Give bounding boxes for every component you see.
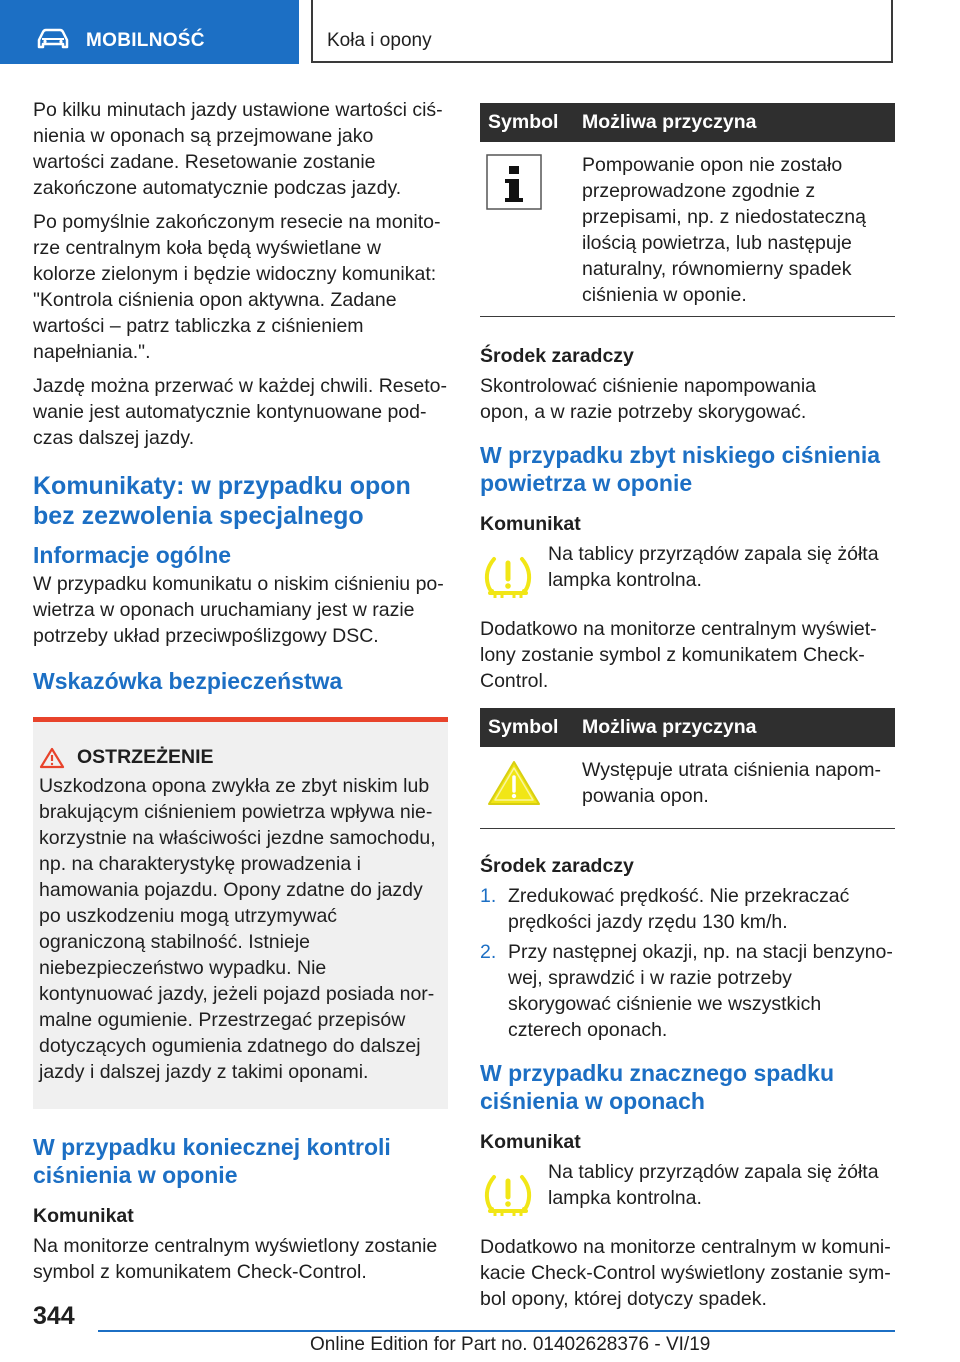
- message-row: [480, 1159, 895, 1224]
- footer-divider: [98, 1330, 895, 1332]
- label-heading: Środek zaradczy: [480, 345, 634, 367]
- subsection-heading: Wskazówka bezpieczeństwa: [33, 668, 343, 694]
- table-cell-cause: Pompowanie opon nie zostało przeprowadzone zgodnie z przepisami, np. z niedostateczną ilością powietrza, lub następuje naturalny, równomierny spadek ciśnienia w oponie.: [574, 142, 895, 317]
- paragraph: W przypadku komunikatu o niskim ciśnieniu powietrza w oponach uruchamiany jest w razie potrzeby układ przeciwpoślizgowy DSC.: [33, 573, 444, 647]
- steps-list: [480, 883, 895, 1043]
- subsection-heading: W przypadku koniecznej kontroli ciśnienia w oponie: [33, 1134, 391, 1188]
- warning-triangle-icon: [39, 747, 65, 769]
- warning-triangle-icon: [486, 759, 542, 807]
- message-text: Na tablicy przyrządów zapala się żółta lampka kontrolna.: [548, 1161, 879, 1209]
- right-column: [480, 103, 895, 1320]
- symbol-table: [480, 103, 895, 317]
- car-icon: [36, 28, 70, 50]
- warning-text: Uszkodzona opona zwykła ze zbyt niskim lub brakującym ciśnieniem powietrza wpływa niekorzystnie na właściwości jezdne samochodu, np. na charakterystykę prowadzenia i hamowania pojazdu. Opony zdatne do jazdy po uszkodzeniu mogą utrzymywać ograniczoną stabilność. Istnieje niebezpieczeństwo wypadku. Nie kontynuować jazdy, jeżeli pojazd posiada normalne ogumienie. Przestrzegać przepisów dotyczących ogumienia zdatnego do dalszej jazdy i dalszej jazdy z takimi oponami.: [39, 775, 436, 1083]
- symbol-table: [480, 708, 895, 829]
- section-heading: Komunikaty: w przypadku opon bez zezwolenia specjalnego: [33, 472, 411, 530]
- paragraph: Po kilku minutach jazdy ustawione wartości ciśnienia w oponach są przejmowane jako wartości zadane. Resetowanie zostanie zakończone automatycznie podczas jazdy.: [33, 99, 443, 199]
- label-heading: Komunikat: [480, 513, 581, 535]
- tire-pressure-warning-icon: [480, 555, 536, 601]
- step-text: Przy następnej okazji, np. na stacji benzynowej, sprawdzić i w razie potrzeby skorygować ciśnienie we wszystkich czterech oponach.: [508, 941, 893, 1041]
- subsection-heading: W przypadku zbyt niskiego ciśnienia powietrza w oponie: [480, 442, 881, 496]
- left-column: [33, 97, 448, 1293]
- paragraph: Dodatkowo na monitorze centralnym w komunikacie Check-Control wyświetlony zostanie symbol opony, której dotyczy spadek.: [480, 1236, 891, 1310]
- chapter-title: Koła i opony: [327, 30, 432, 51]
- step-number: 1.: [480, 885, 497, 907]
- table-header-cause: Możliwa przyczyna: [574, 708, 895, 747]
- warning-title: OSTRZEŻENIE: [77, 746, 214, 768]
- message-text: Na tablicy przyrządów zapala się żółta lampka kontrolna.: [548, 543, 879, 591]
- warning-box: [33, 717, 448, 1109]
- paragraph: Skontrolować ciśnienie napompowania opon, a w razie potrzeby skorygować.: [480, 375, 817, 423]
- table-cell-cause: Występuje utrata ciśnienia napompowania opon.: [574, 747, 895, 829]
- subsection-heading: Informacje ogólne: [33, 542, 232, 568]
- step-number: 2.: [480, 941, 497, 963]
- footer-edition: Online Edition for Part no. 01402628376 - VI/19: [310, 1334, 711, 1355]
- list-item: [480, 939, 895, 1043]
- paragraph: Po pomyślnie zakończonym resecie na monitorze centralnym koła będą wyświetlane w kolorze zielonym i będzie widoczny komunikat: "Kontrola ciśnienia opon aktywna. Zadane wartości – patrz tabliczka z ciśnieniem napełniania.".: [33, 211, 441, 363]
- label-heading: Komunikat: [480, 1131, 581, 1153]
- table-row: [480, 747, 895, 829]
- table-row: [480, 142, 895, 317]
- subsection-heading: W przypadku znacznego spadku ciśnienia w oponach: [480, 1060, 834, 1114]
- label-heading: Komunikat: [33, 1205, 134, 1227]
- label-heading: Środek zaradczy: [480, 855, 634, 877]
- table-header-symbol: Symbol: [480, 708, 574, 747]
- paragraph: Na monitorze centralnym wyświetlony zostanie symbol z komunikatem Check-Control.: [33, 1235, 438, 1283]
- paragraph: Dodatkowo na monitorze centralnym wyświetlony zostanie symbol z komunikatem Check-Control.: [480, 618, 877, 692]
- info-icon: [486, 154, 542, 210]
- page-number: 344: [33, 1302, 75, 1330]
- header-section-tab[interactable]: [0, 0, 299, 64]
- tire-pressure-warning-icon: [480, 1173, 536, 1219]
- list-item: [480, 883, 895, 935]
- step-text: Zredukować prędkość. Nie przekraczać prędkości jazdy rzędu 130 km/h.: [508, 885, 850, 933]
- message-row: [480, 541, 895, 606]
- table-header-cause: Możliwa przyczyna: [574, 103, 895, 142]
- header-chapter: [311, 0, 893, 63]
- paragraph: Jazdę można przerwać w każdej chwili. Resetowanie jest automatycznie kontynuowane podczas dalszej jazdy.: [33, 375, 448, 449]
- header-section-label: MOBILNOŚĆ: [86, 30, 205, 51]
- table-header-symbol: Symbol: [480, 103, 574, 142]
